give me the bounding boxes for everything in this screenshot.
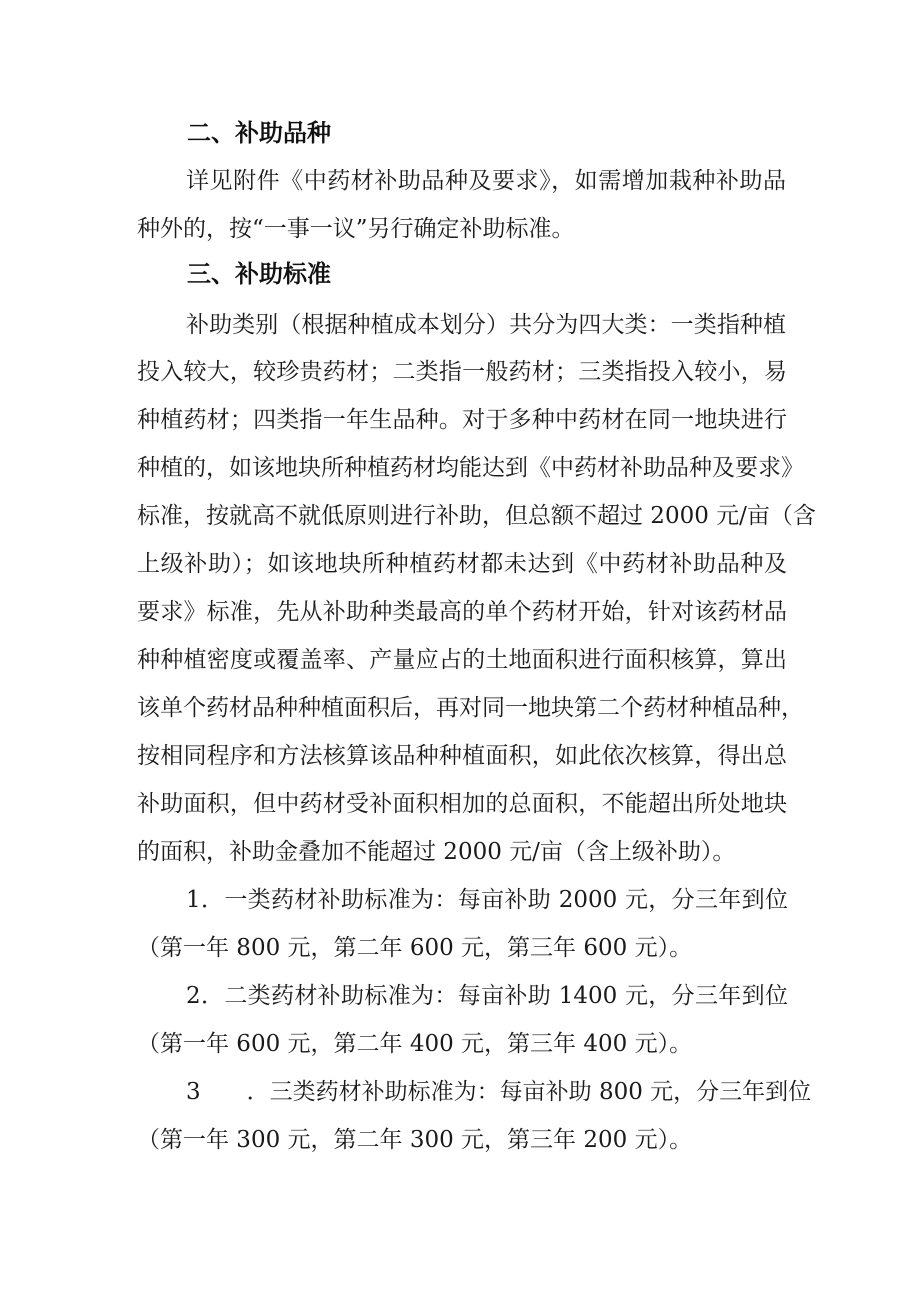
section-3-line-4: 种植的，如该地块所种植药材均能达到《中药材补助品种及要求》	[137, 455, 804, 481]
section-3-line-5: 标准，按就高不就低原则进行补助，但总额不超过 2000 元/亩（含	[137, 503, 816, 529]
section-3-line-7: 要求》标准，先从补助种类最高的单个药材开始，针对该药材品	[137, 599, 787, 625]
section-3-line-12: 的面积，补助金叠加不能超过 2000 元/亩（含上级补助）。	[137, 839, 736, 865]
section-3-line-2: 投入较大，较珍贵药材；二类指一般药材；三类指投入较小，易	[137, 359, 787, 385]
section-3-line-6: 上级补助）；如该地块所种植药材都未达到《中药材补助品种及	[137, 551, 787, 577]
section-3-line-8: 种种植密度或覆盖率、产量应占的土地面积进行面积核算，算出	[137, 647, 787, 673]
section-2-line-1: 详见附件《中药材补助品种及要求》，如需增加栽种补助品	[186, 168, 786, 194]
section-3-line-11: 补助面积，但中药材受补面积相加的总面积，不能超出所处地块	[137, 791, 787, 817]
section-2-line-2: 种外的，按“一事一议”另行确定补助标准。	[137, 216, 575, 242]
section-3-line-1: 补助类别（根据种植成本划分）共分为四大类：一类指种植	[186, 312, 786, 338]
item-3-line-2: （第一年 300 元，第二年 300 元，第三年 200 元）。	[137, 1127, 693, 1153]
section-2-heading: 二、补助品种	[187, 119, 331, 147]
section-3-heading: 三、补助标准	[187, 260, 331, 288]
item-1-line-2: （第一年 800 元，第二年 600 元，第三年 600 元）。	[137, 935, 693, 961]
item-2-line-1: 2．二类药材补助标准为：每亩补助 1400 元，分三年到位	[186, 983, 788, 1009]
item-2-line-2: （第一年 600 元，第二年 400 元，第三年 400 元）。	[137, 1031, 693, 1057]
section-3-line-3: 种植药材；四类指一年生品种。对于多种中药材在同一地块进行	[137, 407, 787, 433]
item-1-line-1: 1．一类药材补助标准为：每亩补助 2000 元，分三年到位	[186, 887, 788, 913]
item-3-line-1: 3 ．三类药材补助标准为：每亩补助 800 元，分三年到位	[186, 1079, 812, 1105]
section-3-line-10: 按相同程序和方法核算该品种种植面积，如此依次核算，得出总	[137, 743, 787, 769]
section-3-line-9: 该单个药材品种种植面积后，再对同一地块第二个药材种植品种，	[137, 695, 804, 721]
